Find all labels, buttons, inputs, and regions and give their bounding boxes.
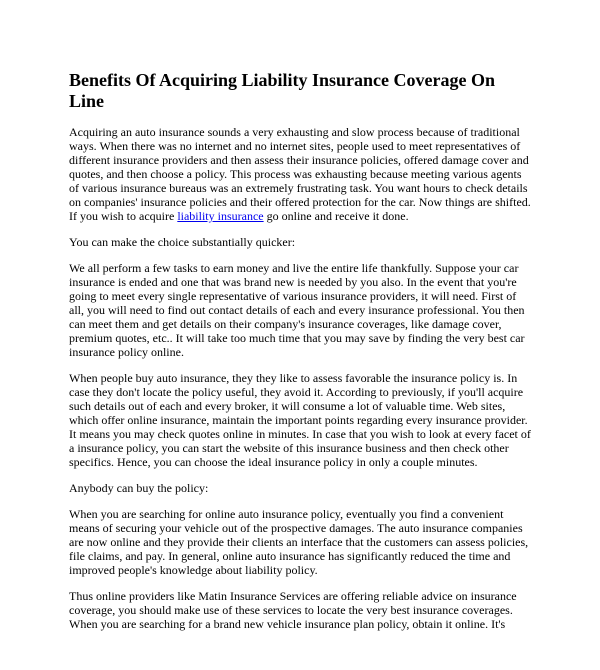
paragraph-choice-quicker: You can make the choice substantially quicker: xyxy=(69,235,296,249)
intro-paragraph xyxy=(69,125,531,223)
paragraph-matin-insurance: Thus online providers like Matin Insurance Services are offering reliable advice on insurance coverage, you should make use of these services to locate the very best insurance coverages. When you are searching for a brand new vehicle insurance plan policy, obtain it online. It's xyxy=(69,589,517,631)
paragraph-assess-policy: When people buy auto insurance, they they like to assess favorable the insurance policy is. In case they don't locate the policy useful, they avoid it. According to previously, if you'll acquire such details out of each and every broker, it will consume a lot of valuable time. Web sites, which offer online insurance, maintain the important points regarding every insurance provider. It means you may check quotes online in minutes. In case that you wish to look at every facet of a insurance policy, you can start the website of this insurance business and then check other specifics. Hence, you can choose the ideal insurance policy in only a couple minutes. xyxy=(69,371,531,469)
intro-text-after-link: go online and receive it done. xyxy=(263,209,409,223)
paragraph-online-searching: When you are searching for online auto insurance policy, eventually you find a convenient means of securing your vehicle out of the prospective damages. The auto insurance companies are now online and they provide their clients an interface that the customers can assess policies, file claims, and pay. In general, online auto insurance has significantly reduced the time and improved people's knowledge about liability policy. xyxy=(69,507,529,577)
page-title: Benefits Of Acquiring Liability Insurance Coverage On Line xyxy=(69,70,496,111)
intro-text-before-link: Acquiring an auto insurance sounds a very exhausting and slow process because of traditional ways. When there was no internet and no internet sites, people used to meet representatives of different insurance providers and then assess their insurance policies, offered damage cover and quotes, and then choose a policy. This process was exhausting because meeting various agents of various insurance bureaus was an extremely frustrating task. You want hours to check details on companies' insurance policies and their offered protection for the car. Now things are shifted. If you wish to acquire xyxy=(69,125,531,223)
liability-insurance-link[interactable]: liability insurance xyxy=(177,209,264,223)
paragraph-anybody-can-buy: Anybody can buy the policy: xyxy=(69,481,209,495)
article-page xyxy=(69,70,531,631)
paragraph-earn-money: We all perform a few tasks to earn money and live the entire life thankfully. Suppose your car insurance is ended and one that was brand new is needed by you also. In the event that you're going to meet every single representative of various insurance providers, it will need. First of all, you will need to find out contact details of each and every insurance professional. You then can meet them and get details on their company's insurance coverages, like damage cover, premium quotes, etc.. It will take too much time that you may save by finding the very best car insurance policy online. xyxy=(69,261,525,359)
